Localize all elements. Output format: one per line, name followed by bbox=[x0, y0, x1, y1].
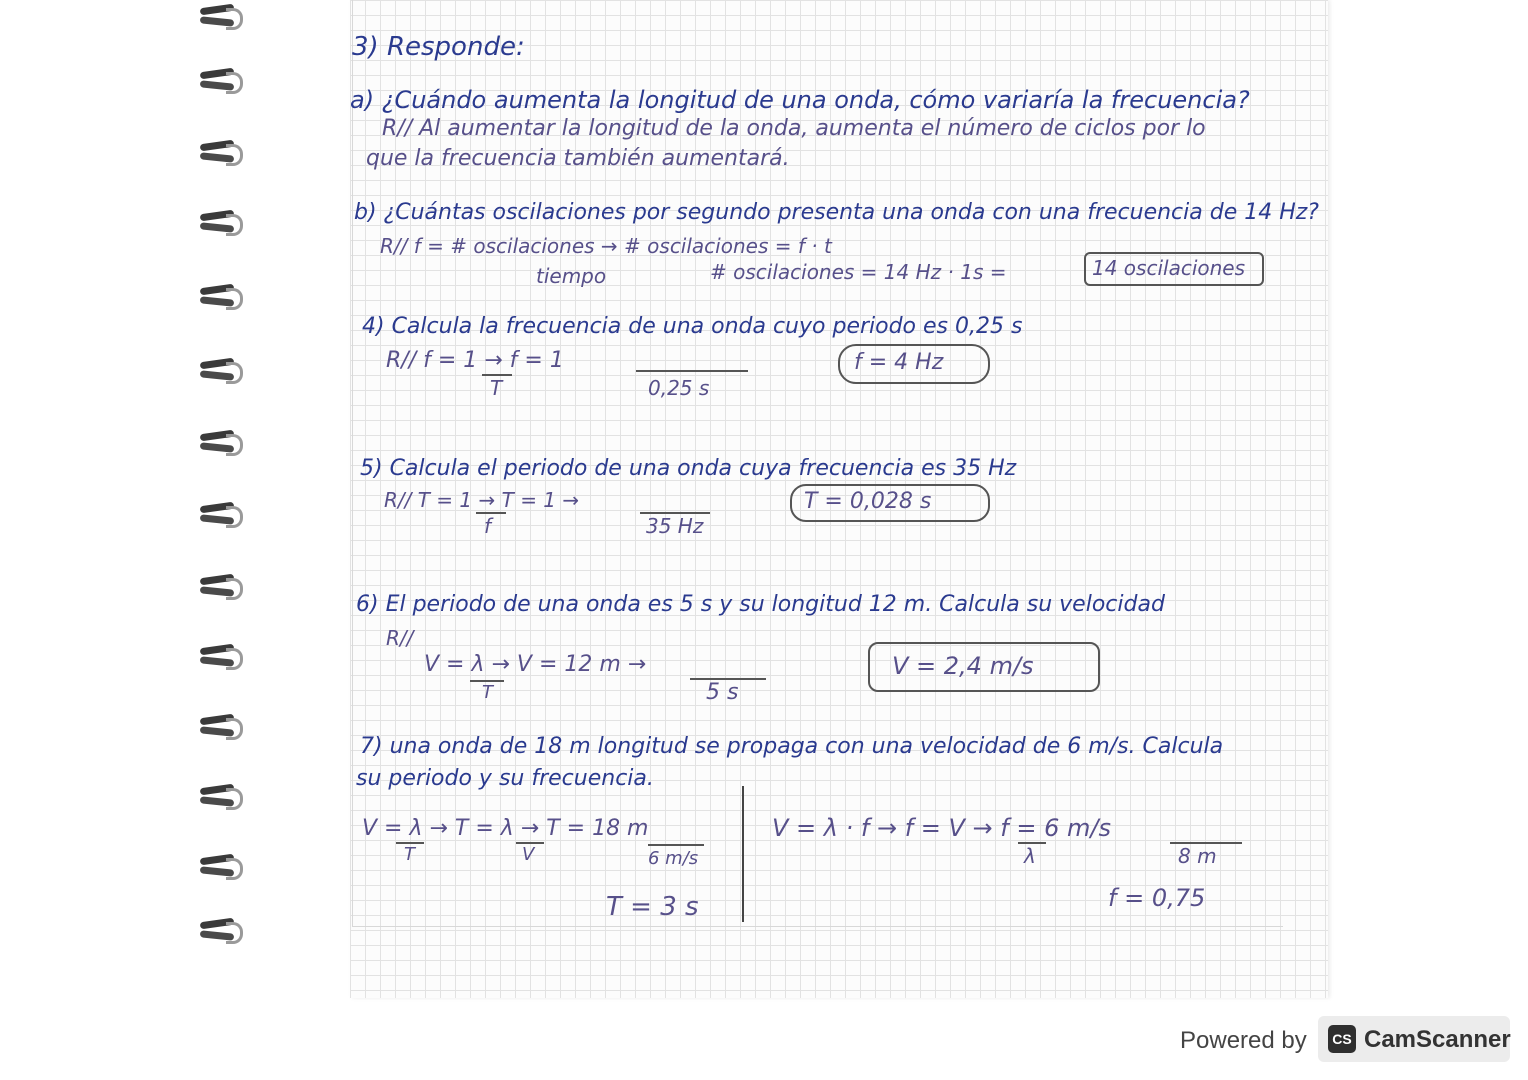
question-a: a) ¿Cuándo aumenta la longitud de una onda, cómo variaría la frecuencia? bbox=[350, 86, 1250, 114]
work-b-line1: R// f = # oscilaciones → # oscilaciones = f · t bbox=[380, 234, 832, 258]
den-6b: 5 s bbox=[706, 680, 739, 705]
work-b-line2: # oscilaciones = 14 Hz · 1s = bbox=[710, 260, 1007, 284]
spiral-ring bbox=[196, 916, 244, 944]
spiral-ring bbox=[196, 500, 244, 528]
spiral-ring bbox=[196, 572, 244, 600]
notebook-spiral-binding bbox=[196, 0, 256, 960]
result-b: 14 oscilaciones bbox=[1092, 256, 1246, 280]
work-6: V = λ → V = 12 m → bbox=[424, 652, 647, 677]
den-5a: f bbox=[484, 514, 492, 538]
result-4: f = 4 Hz bbox=[854, 350, 944, 375]
result-7-period: T = 3 s bbox=[606, 892, 699, 922]
question-b: b) ¿Cuántas oscilaciones por segundo presenta una onda con una frecuencia de 14 Hz? bbox=[354, 200, 1319, 225]
spiral-ring bbox=[196, 2, 244, 30]
result-box bbox=[1084, 252, 1264, 286]
camscanner-brand-name: CamScanner bbox=[1364, 1026, 1511, 1053]
spiral-ring bbox=[196, 138, 244, 166]
spiral-ring bbox=[196, 66, 244, 94]
spiral-ring bbox=[196, 282, 244, 310]
den-6a: T bbox=[482, 682, 493, 703]
fraction-line bbox=[648, 844, 704, 846]
spiral-ring bbox=[196, 642, 244, 670]
result-box bbox=[868, 642, 1100, 692]
spiral-ring bbox=[196, 712, 244, 740]
fraction-line bbox=[636, 370, 748, 372]
fraction-line bbox=[476, 512, 506, 514]
den-5b: 35 Hz bbox=[646, 514, 704, 538]
question-4: 4) Calcula la frecuencia de una onda cuyo periodo es 0,25 s bbox=[362, 314, 1023, 339]
den-7-8m: 8 m bbox=[1178, 844, 1217, 868]
question-6: 6) El periodo de una onda es 5 s y su longitud 12 m. Calcula su velocidad bbox=[356, 592, 1165, 617]
section-heading: 3) Responde: bbox=[352, 32, 525, 62]
question-7-line1: 7) una onda de 18 m longitud se propaga con una velocidad de 6 m/s. Calcula bbox=[360, 734, 1224, 759]
divider-line bbox=[742, 786, 744, 922]
answer-a-line2: que la frecuencia también aumentará. bbox=[366, 146, 790, 171]
result-box bbox=[790, 484, 990, 522]
question-5: 5) Calcula el periodo de una onda cuya frecuencia es 35 Hz bbox=[360, 456, 1017, 481]
den-7-T: T bbox=[404, 844, 415, 865]
result-box bbox=[838, 344, 990, 384]
answer-6-prefix: R// bbox=[386, 626, 414, 650]
work-7-left: V = λ → T = λ → T = 18 m bbox=[362, 816, 649, 841]
camscanner-badge bbox=[1318, 1016, 1510, 1062]
result-6: V = 2,4 m/s bbox=[892, 652, 1034, 680]
spiral-ring bbox=[196, 208, 244, 236]
work-b-denominator: tiempo bbox=[536, 264, 607, 288]
spiral-ring bbox=[196, 356, 244, 384]
question-7-line2: su periodo y su frecuencia. bbox=[356, 766, 654, 791]
camscanner-logo-icon: CS bbox=[1328, 1025, 1356, 1053]
work-5: R// T = 1 → T = 1 → bbox=[384, 488, 580, 512]
result-5: T = 0,028 s bbox=[804, 489, 932, 514]
den-4a: T bbox=[490, 376, 503, 400]
work-7-right: V = λ · f → f = V → f = 6 m/s bbox=[772, 814, 1111, 842]
den-4b: 0,25 s bbox=[648, 376, 710, 400]
den-7-6ms: 6 m/s bbox=[648, 848, 699, 869]
spiral-ring bbox=[196, 852, 244, 880]
spiral-ring bbox=[196, 782, 244, 810]
work-4: R// f = 1 → f = 1 bbox=[386, 348, 564, 373]
result-7-frequency: f = 0,75 bbox=[1108, 884, 1206, 912]
den-7-lambda: λ bbox=[1024, 844, 1036, 868]
powered-by-text: Powered by bbox=[1180, 1027, 1307, 1054]
den-7-V: V bbox=[522, 844, 535, 865]
answer-a-line1: R// Al aumentar la longitud de la onda, aumenta el número de ciclos por lo bbox=[382, 116, 1206, 141]
spiral-ring bbox=[196, 428, 244, 456]
